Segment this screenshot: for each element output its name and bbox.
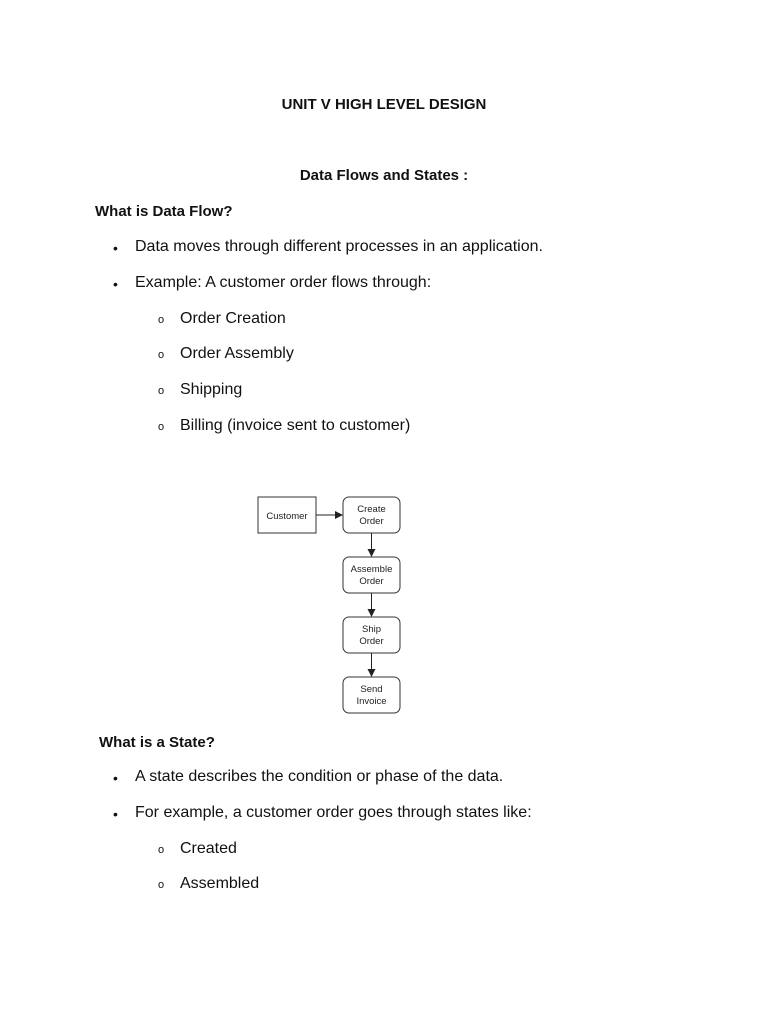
state-heading: What is a State? — [99, 734, 215, 751]
bullet-icon: • — [113, 276, 118, 292]
send-invoice-box — [343, 677, 400, 713]
sub-bullet-icon: o — [158, 314, 165, 326]
create-order-label-line1: Create — [357, 504, 386, 515]
ship-order-label-line2: Order — [359, 636, 384, 647]
document-title: UNIT V HIGH LEVEL DESIGN — [281, 96, 487, 113]
create-order-label-line2: Order — [359, 516, 384, 527]
bullet-icon: • — [113, 240, 118, 256]
bullet-icon: • — [113, 806, 118, 822]
data-flow-sub-item-3: Shipping — [180, 381, 243, 398]
sub-bullet-icon: o — [158, 421, 165, 433]
assemble-order-box — [343, 557, 400, 593]
assemble-order-label-line2: Order — [359, 576, 384, 587]
data-flow-heading: What is Data Flow? — [95, 203, 233, 220]
data-flow-bullet-1: Data moves through different processes in an application. — [135, 238, 543, 255]
section-title: Data Flows and States : — [299, 167, 469, 184]
sub-bullet-icon: o — [158, 385, 165, 397]
data-flow-sub-item-4: Billing (invoice sent to customer) — [180, 417, 411, 434]
ship-order-box — [343, 617, 400, 653]
send-invoice-label-line2: Invoice — [356, 696, 387, 707]
data-flow-bullet-2: Example: A customer order flows through: — [135, 274, 432, 291]
state-sub-item-1: Created — [180, 840, 237, 857]
data-flow-sub-item-1: Order Creation — [180, 310, 286, 327]
create-order-box — [343, 497, 400, 533]
send-invoice-label-line1: Send — [360, 684, 383, 695]
sub-bullet-icon: o — [158, 879, 165, 891]
bullet-icon: • — [113, 770, 118, 786]
state-sub-item-2: Assembled — [180, 875, 260, 892]
sub-bullet-icon: o — [158, 349, 165, 361]
customer-label: Customer — [266, 511, 308, 522]
ship-order-label-line1: Ship — [361, 624, 382, 635]
state-bullet-2: For example, a customer order goes through states like: — [135, 804, 532, 821]
assemble-order-label-line1: Assemble — [350, 564, 393, 575]
data-flow-sub-item-2: Order Assembly — [180, 345, 294, 362]
sub-bullet-icon: o — [158, 844, 165, 856]
state-bullet-1: A state describes the condition or phase of the data. — [135, 768, 504, 785]
